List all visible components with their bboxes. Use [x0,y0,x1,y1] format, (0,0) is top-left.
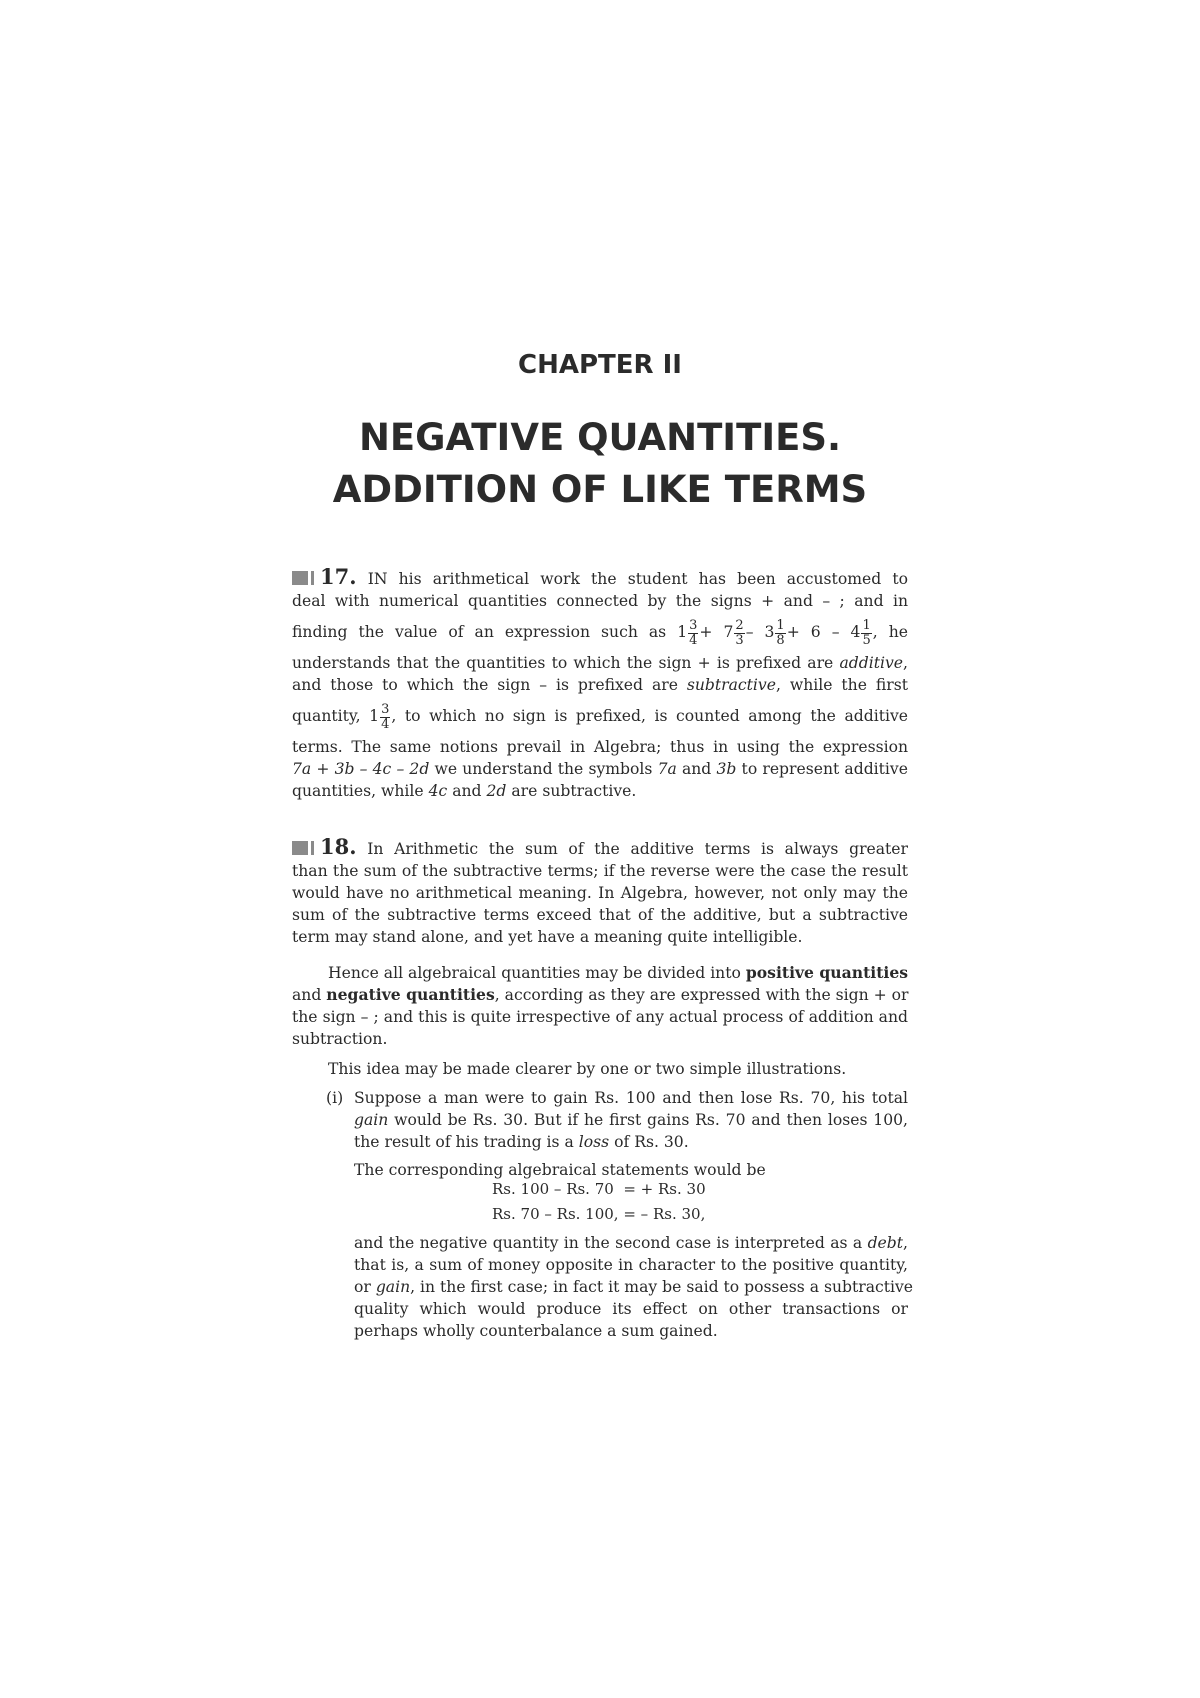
section-18-line-3: would have no arithmetical meaning. In Algebra, however, not only may the [292,884,908,902]
illustration-1 [292,1087,908,1181]
illus-line-3: the result of his trading is a loss of Rs. 30. [354,1133,689,1151]
section-18 [292,836,908,948]
illustration-intro: This idea may be made clearer by one or two simple illustrations. [328,1060,847,1078]
illus-line-5: and the negative quantity in the second case is interpreted as a debt, [354,1234,908,1252]
illus-line-1: Suppose a man were to gain Rs. 100 and then lose Rs. 70, his total [354,1089,908,1107]
illus-line-4: The corresponding algebraical statements would be [354,1161,766,1179]
illus-line-2: gain would be Rs. 30. But if he first gains Rs. 70 and then loses 100, [354,1111,908,1129]
section-17-line-3: finding the value of an expression such as 1 $\frac{3}{4}$ + 7 $\frac{2}{3}$ – 3 $\frac{1}{8}$ + 6 – 4 $\frac{1}{5}$ , he [292,617,908,648]
section-17-line-7: terms. The same notions prevail in Algebra; thus in using the expression [292,738,908,756]
section-number: 18. [320,834,357,859]
equation-1: Rs. 100 – Rs. 70 = + Rs. 30 [492,1180,706,1198]
hence-line-2: and negative quantities, according as they are expressed with the sign + or [292,985,909,1004]
illus-line-9: perhaps wholly counterbalance a sum gained. [354,1322,718,1340]
section-17-line-5: and those to which the sign – is prefixed are subtractive, while the first [292,676,908,694]
equation-2: Rs. 70 – Rs. 100, = – Rs. 30, [492,1205,706,1223]
section-17-line-8: 7a + 3b – 4c – 2d we understand the symbols 7a and 3b to represent additive [292,760,908,778]
hence-line-3: the sign – ; and this is quite irrespective of any actual process of addition and [292,1008,908,1026]
section-17-line-2: deal with numerical quantities connected by the signs + and – ; and in [292,592,908,610]
chapter-title-line-1: NEGATIVE QUANTITIES. [358,416,842,459]
section-17 [292,566,908,802]
section-17-line-6: quantity, 1 $\frac{3}{4}$ , to which no sign is prefixed, is counted among the additive [292,701,908,732]
chapter-label: CHAPTER II [518,350,682,380]
hence-line-4: subtraction. [292,1030,388,1048]
math-expression: 1 $\frac{3}{4}$ + 7 $\frac{2}{3}$ – 3 $\frac{1}{8}$ + 6 – 4 $\frac{1}{5}$ [677,617,871,648]
positive-negative-paragraph [292,962,908,1050]
section-17-line-1: 17. IN his arithmetical work the student has been accustomed to [292,566,908,590]
section-marker-icon [292,568,314,590]
section-17-line-4: understands that the quantities to which the sign + is prefixed are additive, [292,654,908,672]
section-18-line-1: 18. In Arithmetic the sum of the additive terms is always greater [292,836,908,860]
section-17-line-9: quantities, while 4c and 2d are subtractive. [292,782,637,800]
hence-line-1: Hence all algebraical quantities may be divided into positive quantities [328,963,909,982]
illus-line-6: that is, a sum of money opposite in character to the positive quantity, [354,1256,908,1274]
illus-line-7: or gain, in the first case; in fact it may be said to possess a subtractive [354,1278,914,1296]
section-number: 17. [320,564,357,589]
illustration-1-conclusion [354,1232,914,1342]
section-18-line-2: than the sum of the subtractive terms; if the reverse were the case the result [292,862,908,880]
section-18-line-4: sum of the subtractive terms exceed that of the additive, but a subtractive [292,906,908,924]
section-marker-icon [292,838,314,860]
illus-line-8: quality which would produce its effect on other transactions or [354,1300,908,1318]
illustration-marker: (i) [326,1089,344,1107]
chapter-title [0,412,1200,516]
chapter-title-line-2: ADDITION OF LIKE TERMS [332,468,868,511]
section-18-line-5: term may stand alone, and yet have a meaning quite intelligible. [292,928,803,946]
